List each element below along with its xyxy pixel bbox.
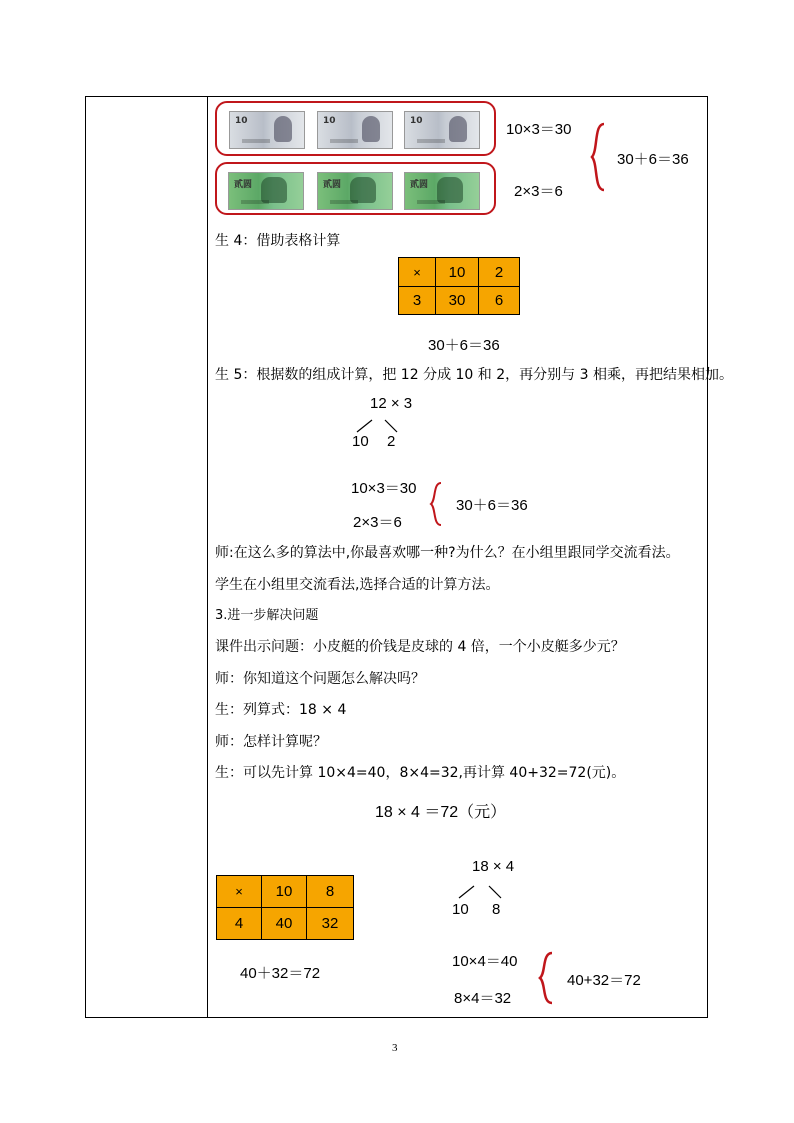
lesson-table-column-divider [207, 96, 208, 1018]
teacher-how: 师：你知道这个问题怎么解决吗？ [215, 671, 425, 687]
table-cell: 10 [436, 258, 479, 287]
money-equation-1: 10×3＝30 [506, 121, 572, 138]
teacher-question: 师:在这么多的算法中,你最喜欢哪一种?为什么？在小组里跟同学交流看法。 [215, 545, 680, 561]
final-equation-2: 8×4＝32 [454, 990, 512, 1007]
table-cell: × [217, 876, 262, 908]
student5-text: 生 5：根据数的组成计算，把 12 分成 10 和 2，再分别与 3 相乘，再把结果相加。 [215, 367, 733, 383]
table-cell: 10 [262, 876, 307, 908]
final-result: 18 × 4 ＝72（元） [375, 804, 507, 821]
final-sum: 40+32＝72 [567, 972, 641, 989]
s5-split-left: 10 [352, 433, 369, 450]
student4-text: 生 4：借助表格计算 [215, 233, 341, 249]
money-equation-2: 2×3＝6 [514, 183, 563, 200]
final-split-left: 10 [452, 901, 469, 918]
final-equation-1: 10×4＝40 [452, 953, 518, 970]
s5-equation-2: 2×3＝6 [353, 514, 402, 531]
ten-yuan-banknote-image: 10 [229, 111, 305, 149]
final-expression: 18 × 4 [472, 858, 515, 875]
s5-sum: 30＋6＝36 [456, 497, 528, 514]
page-number: 3 [392, 1042, 398, 1054]
s5-expression: 12 × 3 [370, 395, 413, 412]
final-split-right: 8 [492, 901, 501, 918]
student-expression: 生：列算式：18 × 4 [215, 702, 347, 718]
problem-text: 课件出示问题：小皮艇的价钱是皮球的 4 倍，一个小皮艇多少元？ [215, 639, 625, 655]
s4-multiplication-table [398, 257, 520, 315]
money-sum: 30＋6＝36 [617, 151, 689, 168]
teacher-calc: 师：怎样计算呢？ [215, 734, 327, 750]
ten-yuan-notes-box [215, 101, 496, 156]
section-3-heading: 3.进一步解决问题 [215, 608, 319, 623]
table-cell: 3 [399, 287, 436, 315]
table-cell: 8 [307, 876, 354, 908]
final-table-sum: 40＋32＝72 [240, 965, 321, 982]
ten-yuan-banknote-image: 10 [317, 111, 393, 149]
student-calc: 生：可以先计算 10×4=40，8×4=32,再计算 40+32=72(元)。 [215, 765, 626, 781]
table-cell: 30 [436, 287, 479, 315]
s5-split-right: 2 [387, 433, 396, 450]
table-cell: 40 [262, 908, 307, 940]
table-cell: 2 [479, 258, 520, 287]
s5-equation-1: 10×3＝30 [351, 480, 417, 497]
red-brace-icon [588, 122, 610, 192]
table-cell: 6 [479, 287, 520, 315]
two-yuan-notes-box [215, 162, 496, 215]
table-cell: 4 [217, 908, 262, 940]
table-cell: × [399, 258, 436, 287]
table-cell: 32 [307, 908, 354, 940]
students-discuss: 学生在小组里交流看法,选择合适的计算方法。 [215, 577, 500, 593]
s4-sum: 30＋6＝36 [428, 337, 500, 354]
two-yuan-banknote-image: 贰圆 [317, 172, 393, 210]
final-multiplication-table [216, 875, 354, 940]
red-brace-icon [428, 481, 446, 527]
two-yuan-banknote-image: 贰圆 [228, 172, 304, 210]
split-branch-lines [456, 884, 508, 902]
two-yuan-banknote-image: 贰圆 [404, 172, 480, 210]
red-brace-icon [536, 951, 558, 1005]
ten-yuan-banknote-image: 10 [404, 111, 480, 149]
